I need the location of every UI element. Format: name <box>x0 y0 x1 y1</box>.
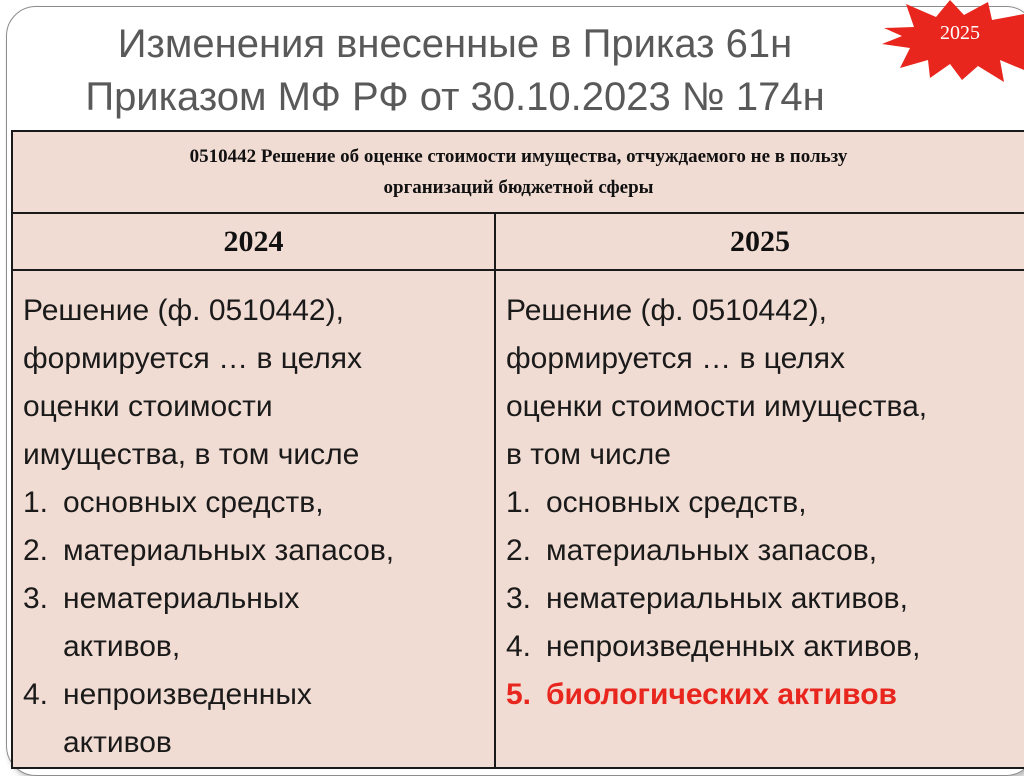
item-text: биологических активов <box>546 678 897 711</box>
list-item <box>506 527 1016 575</box>
asset-list-2024 <box>23 479 486 767</box>
intro-line: формируется … в целях <box>506 342 846 375</box>
title-line-2: Приказом МФ РФ от 30.10.2023 № 174н <box>85 75 825 119</box>
item-text: нематериальных активов, <box>546 582 908 615</box>
item-text: нематериальных <box>63 582 300 615</box>
intro-line: в том числе <box>506 438 671 471</box>
list-item <box>23 671 486 767</box>
content-cell-2025 <box>495 270 1024 768</box>
item-text: активов <box>63 726 172 759</box>
intro-line: формируется … в целях <box>23 342 363 375</box>
intro-line: Решение (ф. 0510442), <box>506 294 827 327</box>
intro-line: оценки стоимости <box>23 390 273 423</box>
form-title-line-1: 0510442 Решение об оценке стоимости имущества, отчуждаемого не в пользу <box>189 146 848 167</box>
form-title-cell <box>12 131 1024 213</box>
asset-list-2025 <box>506 479 1016 719</box>
item-number: 3. <box>23 582 49 615</box>
item-number: 4. <box>23 678 49 711</box>
item-number: 2. <box>506 534 532 567</box>
item-text: основных средств, <box>63 486 324 519</box>
item-text: непроизведенных <box>63 678 312 711</box>
list-item <box>506 479 1016 527</box>
item-number: 2. <box>23 534 49 567</box>
form-title-line-2: организаций бюджетной сферы <box>383 177 654 198</box>
badge-label: 2025 <box>940 22 980 44</box>
item-number: 3. <box>506 582 532 615</box>
list-item-new <box>506 671 1016 719</box>
slide-title <box>40 18 870 124</box>
intro-line: имущества, в том числе <box>23 438 360 471</box>
item-number: 5. <box>506 678 532 711</box>
content-cell-2024 <box>12 270 495 768</box>
list-item <box>23 575 486 671</box>
form-title-row <box>12 131 1024 213</box>
item-text: непроизведенных активов, <box>546 630 921 663</box>
list-item <box>23 479 486 527</box>
item-text: активов, <box>63 630 181 663</box>
comparison-table <box>11 130 1024 769</box>
item-number: 1. <box>506 486 532 519</box>
year-header-2025: 2025 <box>495 213 1024 270</box>
list-item <box>23 527 486 575</box>
item-number: 1. <box>23 486 49 519</box>
title-line-1: Изменения внесенные в Приказ 61н <box>117 22 793 66</box>
intro-line: оценки стоимости имущества, <box>506 390 928 423</box>
item-text: материальных запасов, <box>546 534 878 567</box>
item-number: 4. <box>506 630 532 663</box>
item-text: материальных запасов, <box>63 534 395 567</box>
content-row <box>12 270 1024 768</box>
year-badge <box>880 0 1024 82</box>
intro-line: Решение (ф. 0510442), <box>23 294 344 327</box>
item-text: основных средств, <box>546 486 807 519</box>
list-item <box>506 623 1016 671</box>
list-item <box>506 575 1016 623</box>
year-header-2024: 2024 <box>12 213 495 270</box>
year-header-row <box>12 213 1024 270</box>
